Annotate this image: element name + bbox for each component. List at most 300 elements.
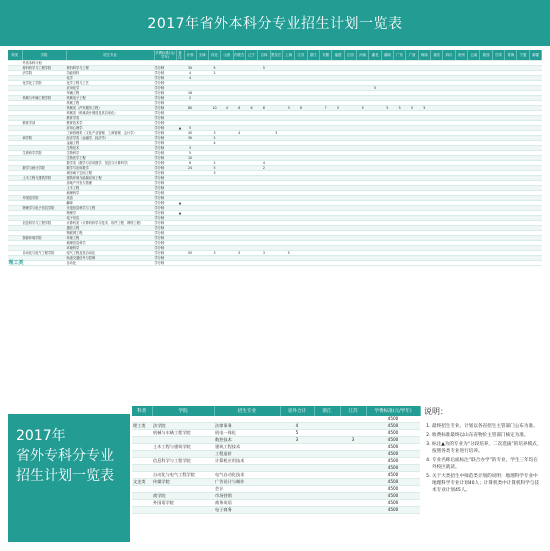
- quota-cell: [295, 261, 307, 266]
- table-cell: 通信工程: [66, 226, 154, 231]
- table-cell: 光电信息科学与工程: [66, 206, 154, 211]
- quota-cell: [505, 261, 517, 266]
- table-cell: 地理科学: [66, 191, 154, 196]
- table-cell: [340, 493, 366, 500]
- main-plan-table-container: [8, 50, 542, 401]
- quota-cell: [356, 261, 368, 266]
- quota-cell: 5: [208, 166, 220, 171]
- quota-cell: [517, 261, 529, 266]
- main-col-header: 贵州: [455, 50, 467, 61]
- table-cell: [280, 472, 314, 479]
- table-row: [132, 444, 420, 451]
- table-cell: 学分制: [154, 76, 176, 81]
- table-cell: 4500: [366, 451, 420, 458]
- main-col-header: 陕西: [480, 50, 492, 61]
- note-item: 4. 专业名称后面标注“联合办学”的专业，学生三年均在外校区就读。: [432, 457, 542, 471]
- table-cell: 学分制: [154, 171, 176, 176]
- table-cell: 4: [280, 423, 314, 430]
- table-cell: 教育技术学: [66, 121, 154, 126]
- table-row: [132, 437, 420, 444]
- quota-cell: 4: [208, 141, 220, 146]
- table-cell: 数学类（数学与应用数学、信息与计算科学）: [66, 161, 154, 166]
- quota-cell: 5: [258, 66, 270, 71]
- table-cell: [340, 430, 366, 437]
- table-cell: 电气自动化技术: [214, 472, 280, 479]
- table-cell: [132, 430, 152, 437]
- table-cell: 资源环境学院: [22, 236, 66, 241]
- category-label: 理工类: [8, 260, 24, 266]
- table-cell: 4500: [366, 493, 420, 500]
- vocational-col-header: 学费标准(元/学年): [366, 406, 420, 416]
- table-cell: [340, 486, 366, 493]
- table-cell: 建筑环境与能源应用工程: [66, 176, 154, 181]
- table-cell: 电子信息: [66, 216, 154, 221]
- table-cell: 学分制: [154, 146, 176, 151]
- table-cell: 机械电子工程: [66, 96, 154, 101]
- quota-cell: 10: [184, 156, 196, 161]
- quota-cell: 6: [184, 161, 196, 166]
- quota-cell: 3: [208, 131, 220, 136]
- table-cell: [314, 500, 340, 507]
- table-row: [132, 451, 420, 458]
- table-cell: 学分制: [154, 216, 176, 221]
- table-cell: 4500: [366, 458, 420, 465]
- table-cell: 化学工程与工艺: [66, 81, 154, 86]
- quota-cell: 5: [369, 86, 381, 91]
- table-cell: [132, 472, 152, 479]
- table-cell: 学分制: [154, 71, 176, 76]
- quota-cell: 5: [418, 106, 430, 111]
- main-col-header: 内蒙古: [233, 50, 245, 61]
- table-cell: 学分制: [154, 116, 176, 121]
- table-cell: [132, 451, 152, 458]
- main-col-header: 甘肃: [492, 50, 504, 61]
- main-col-header: 备注: [176, 50, 184, 61]
- table-cell: 数控技术: [214, 437, 280, 444]
- table-cell: 学分制: [154, 196, 176, 201]
- table-cell: 4500: [366, 500, 420, 507]
- table-cell: 生命科学学院: [22, 151, 66, 156]
- table-cell: 功能材料: [66, 71, 154, 76]
- table-cell: 生物技术: [66, 146, 154, 151]
- table-cell: [314, 486, 340, 493]
- table-cell: 信息科学与工程学院: [22, 221, 66, 226]
- quota-cell: [332, 261, 344, 266]
- table-cell: 学分制: [154, 181, 176, 186]
- table-cell: [314, 465, 340, 472]
- table-cell: 城市地下空间工程: [66, 171, 154, 176]
- quota-cell: 5: [332, 106, 344, 111]
- quota-cell: 5: [184, 126, 196, 131]
- table-cell: 翻译: [66, 201, 154, 206]
- table-cell: 4500: [366, 416, 420, 423]
- vocational-table-body: [132, 416, 420, 514]
- table-cell: 自动化: [66, 261, 154, 266]
- table-cell: 4500: [366, 465, 420, 472]
- table-cell: [152, 437, 214, 444]
- table-cell: [340, 479, 366, 486]
- table-cell: [280, 493, 314, 500]
- table-cell: [176, 261, 184, 266]
- quota-cell: 6: [245, 106, 257, 111]
- table-cell: [340, 465, 366, 472]
- table-cell: 轨道交通信号与控制: [66, 256, 154, 261]
- table-cell: [340, 444, 366, 451]
- main-col-header: 学费标准(元/学年): [155, 51, 175, 59]
- table-cell: 市场营销: [214, 493, 280, 500]
- table-cell: 电气工程及其自动化: [66, 251, 154, 256]
- table-cell: [340, 458, 366, 465]
- quota-cell: [381, 261, 393, 266]
- table-cell: [280, 507, 314, 514]
- table-cell: 机械与车辆工程学院: [152, 430, 214, 437]
- table-cell: 学分制: [154, 106, 176, 111]
- table-cell: 机械类（机械设计制造及其自动化）: [66, 111, 154, 116]
- table-row: [132, 472, 420, 479]
- main-col-header: 新疆: [529, 50, 541, 61]
- vocational-col-header: 招生专业: [214, 406, 280, 416]
- table-cell: ▲: [176, 211, 184, 216]
- table-cell: [132, 458, 152, 465]
- table-cell: 外国语学院: [22, 196, 66, 201]
- table-cell: 学分制: [154, 151, 176, 156]
- table-cell: 生物医学工程: [66, 156, 154, 161]
- quota-cell: 6: [258, 106, 270, 111]
- quota-cell: [196, 261, 208, 266]
- table-cell: [152, 451, 214, 458]
- main-col-header: 云南: [468, 50, 480, 61]
- table-cell: 学分制: [154, 236, 176, 241]
- quota-cell: [319, 261, 331, 266]
- main-col-header: 福建: [332, 50, 344, 61]
- table-cell: 土木工程: [66, 186, 154, 191]
- quota-cell: [270, 261, 282, 266]
- table-cell: 4500: [366, 507, 420, 514]
- table-cell: 商务英语: [214, 500, 280, 507]
- main-col-header: 学院: [22, 50, 66, 61]
- table-cell: [132, 486, 152, 493]
- table-cell: [340, 500, 366, 507]
- quota-cell: [492, 261, 504, 266]
- table-cell: 4500: [366, 430, 420, 437]
- table-cell: [280, 479, 314, 486]
- page-title: 2017年省外本科分专业招生计划一览表: [147, 16, 403, 32]
- table-cell: [314, 430, 340, 437]
- quota-cell: 7: [319, 106, 331, 111]
- quota-cell: [394, 261, 406, 266]
- vocational-header-row: [132, 406, 420, 416]
- table-cell: 学分制: [154, 186, 176, 191]
- table-cell: ▲: [176, 201, 184, 206]
- table-cell: 学分制: [154, 166, 176, 171]
- quota-cell: 30: [184, 66, 196, 71]
- table-cell: 学分制: [154, 156, 176, 161]
- quota-cell: 5: [282, 251, 294, 256]
- table-cell: 建筑工程技术: [214, 444, 280, 451]
- main-col-header: 黑龙江: [270, 50, 282, 61]
- quota-cell: 2: [258, 166, 270, 171]
- main-col-header: 计划: [184, 50, 196, 61]
- table-cell: [340, 451, 366, 458]
- table-row: [132, 465, 420, 472]
- table-row: [132, 486, 420, 493]
- table-cell: 物联网工程: [66, 231, 154, 236]
- table-cell: 学分制: [154, 226, 176, 231]
- main-col-header: 江西: [344, 50, 356, 61]
- table-cell: 学分制: [154, 161, 176, 166]
- table-cell: [280, 486, 314, 493]
- table-cell: 学分制: [154, 176, 176, 181]
- table-row: [132, 479, 420, 486]
- quota-cell: [245, 261, 257, 266]
- quota-cell: 5: [184, 151, 196, 156]
- quota-cell: 4: [233, 131, 245, 136]
- table-cell: [314, 493, 340, 500]
- table-cell: 4500: [366, 444, 420, 451]
- quota-cell: 10: [208, 106, 220, 111]
- table-cell: 英语: [66, 196, 154, 201]
- vocational-col-header: 学院: [152, 406, 214, 416]
- main-col-header: 吉林: [258, 50, 270, 61]
- table-cell: [132, 500, 152, 507]
- table-cell: 机械与车辆工程学院: [22, 96, 66, 101]
- quota-cell: [221, 261, 233, 266]
- table-cell: 3: [340, 437, 366, 444]
- table-cell: [314, 437, 340, 444]
- vocational-title-panel: [8, 414, 130, 542]
- table-cell: 经济学类（金融学、经济学）: [66, 136, 154, 141]
- table-cell: [214, 465, 280, 472]
- quota-cell: [208, 261, 220, 266]
- table-cell: 学分制: [154, 131, 176, 136]
- table-cell: 学分制: [154, 141, 176, 146]
- quota-cell: 2: [184, 96, 196, 101]
- table-cell: 学分制: [154, 111, 176, 116]
- table-cell: 土木工程与建筑学院: [22, 176, 66, 181]
- main-col-header: 山西: [221, 50, 233, 61]
- table-cell: 信息科学与工程学院: [152, 458, 214, 465]
- quota-cell: [233, 261, 245, 266]
- main-table-header-row: [8, 50, 542, 61]
- table-cell: 机械工程: [66, 101, 154, 106]
- table-cell: 学分制: [154, 91, 176, 96]
- vocational-table-container: [132, 406, 420, 550]
- table-cell: [132, 444, 152, 451]
- table-cell: 3: [280, 437, 314, 444]
- quota-cell: 16: [184, 91, 196, 96]
- table-cell: 商学院: [22, 136, 66, 141]
- notes-panel: [424, 406, 542, 550]
- quota-cell: 4: [258, 161, 270, 166]
- note-item: 1. 最终招生专业、计划以各省招生主管部门公布为准。: [432, 423, 542, 430]
- table-cell: [132, 437, 152, 444]
- table-cell: 学分制: [154, 251, 176, 256]
- main-col-header: 招生专业: [66, 50, 154, 61]
- table-cell: [132, 493, 152, 500]
- table-cell: 环境工程: [66, 236, 154, 241]
- quota-cell: 24: [184, 166, 196, 171]
- quota-cell: 6: [233, 106, 245, 111]
- quota-cell: 55: [184, 251, 196, 256]
- table-cell: 学分制: [154, 221, 176, 226]
- notes-title: 说明：: [424, 407, 448, 416]
- quota-cell: 2: [208, 71, 220, 76]
- table-cell: 学分制: [154, 241, 176, 246]
- table-cell: 学分制: [154, 201, 176, 206]
- vocational-col-header: 江苏: [340, 406, 366, 416]
- quota-cell: [468, 261, 480, 266]
- quota-cell: [418, 261, 430, 266]
- table-cell: 学分制: [154, 136, 176, 141]
- quota-cell: 3: [282, 106, 294, 111]
- quota-cell: [282, 261, 294, 266]
- table-cell: 文史类: [132, 479, 152, 486]
- main-plan-table: [8, 50, 542, 266]
- table-cell: 法学院: [22, 71, 66, 76]
- quota-cell: 2: [208, 136, 220, 141]
- quota-cell: 3: [270, 131, 282, 136]
- main-col-header: 湖南: [381, 50, 393, 61]
- table-cell: 自动化与电气工程学院: [22, 251, 66, 256]
- table-cell: 土木工程与建筑学院: [152, 444, 214, 451]
- quota-cell: 4: [221, 106, 233, 111]
- table-cell: 法律事务: [214, 423, 280, 430]
- table-cell: 学分制: [154, 96, 176, 101]
- table-cell: 学分制: [154, 191, 176, 196]
- table-cell: 会计: [214, 486, 280, 493]
- table-cell: [280, 500, 314, 507]
- main-col-header: 科类: [8, 50, 22, 61]
- title-banner: [0, 0, 550, 46]
- table-cell: [280, 465, 314, 472]
- table-cell: 材料科学与工程学院: [22, 66, 66, 71]
- quota-cell: 5: [356, 106, 368, 111]
- table-cell: 理工类: [132, 423, 152, 430]
- table-cell: 应用心理学: [66, 126, 154, 131]
- vocational-table: [132, 406, 421, 514]
- quota-cell: [344, 261, 356, 266]
- table-cell: [22, 261, 66, 266]
- note-item: 2. 收费标准最终以山东省物价主管部门核定为准。: [432, 432, 542, 439]
- table-cell: 材料科学与工程: [66, 66, 154, 71]
- main-col-header: 江苏: [295, 50, 307, 61]
- quota-cell: 5: [381, 106, 393, 111]
- quota-cell: 5: [233, 251, 245, 256]
- quota-cell: [184, 261, 196, 266]
- table-cell: 工商管理类（文化产业管理、工商管理、会计学）: [66, 131, 154, 136]
- vocational-section: [8, 404, 542, 550]
- main-col-header: 青海: [505, 50, 517, 61]
- note-item: 5. 关于大类招生中师范类计划的说明：地理科学专业中地理科学专业计划40人；计算机类中计算机科学与技术专业计划45人。: [432, 473, 542, 494]
- quota-cell: [406, 261, 418, 266]
- quota-cell: 4: [184, 76, 196, 81]
- table-cell: 学分制: [154, 261, 176, 266]
- table-cell: 学分制: [154, 211, 176, 216]
- quota-cell: [443, 261, 455, 266]
- main-col-header: 河南: [356, 50, 368, 61]
- quota-cell: 30: [184, 136, 196, 141]
- table-cell: [314, 451, 340, 458]
- table-cell: 教育学部: [22, 121, 66, 126]
- main-col-header: 重庆: [431, 50, 443, 61]
- table-cell: 4500: [366, 486, 420, 493]
- table-cell: 教育学类: [66, 116, 154, 121]
- table-row: [132, 500, 420, 507]
- table-row: [132, 507, 420, 514]
- table-cell: 机电一体化: [214, 430, 280, 437]
- main-col-header: 广西: [406, 50, 418, 61]
- table-cell: [314, 423, 340, 430]
- quota-cell: 5: [406, 106, 418, 111]
- main-col-header: 海南: [418, 50, 430, 61]
- table-row: [132, 430, 420, 437]
- main-col-header: 浙江: [307, 50, 319, 61]
- main-col-header: 宁夏: [517, 50, 529, 61]
- table-row: [132, 493, 420, 500]
- table-cell: [314, 444, 340, 451]
- table-cell: 4500: [366, 479, 420, 486]
- table-cell: 房地产开发与管理: [66, 181, 154, 186]
- table-cell: 学分制: [154, 81, 176, 86]
- table-cell: 数学与应用数学: [66, 166, 154, 171]
- vocational-title-line1: 2017年: [16, 428, 66, 444]
- quota-cell: 6: [295, 106, 307, 111]
- table-cell: 学分制: [154, 126, 176, 131]
- table-cell: 化学化工学院: [22, 81, 66, 86]
- quota-cell: 2: [208, 161, 220, 166]
- quota-cell: 3: [208, 171, 220, 176]
- table-cell: 工程造价: [214, 451, 280, 458]
- table-cell: [280, 444, 314, 451]
- notes-list: [424, 423, 542, 494]
- table-cell: 机械类（汽车服务工程）: [66, 106, 154, 111]
- quota-cell: 3: [258, 251, 270, 256]
- quota-cell: 4: [184, 71, 196, 76]
- table-cell: [132, 465, 152, 472]
- table-cell: [280, 458, 314, 465]
- table-cell: [152, 486, 214, 493]
- quota-cell: [529, 261, 541, 266]
- table-cell: 自动化与电气工程学院: [152, 472, 214, 479]
- table-cell: 4500: [366, 423, 420, 430]
- table-cell: 金融工程: [66, 141, 154, 146]
- main-col-header: 湖北: [369, 50, 381, 61]
- table-cell: 化学: [66, 76, 154, 81]
- table-cell: 广告设计与制作: [214, 479, 280, 486]
- table-cell: 法学院: [152, 423, 214, 430]
- quota-cell: 3: [208, 251, 220, 256]
- table-cell: 环境科学: [66, 246, 154, 251]
- table-cell: [280, 451, 314, 458]
- table-cell: 计算机应用技术: [214, 458, 280, 465]
- table-cell: 物理学与电子信息学院: [22, 206, 66, 211]
- note-item: 3. 标注▲为的专业为“分段培养，二次选拔”的培养模式，按照各类专业进行培养。: [432, 441, 542, 455]
- quota-cell: [307, 261, 319, 266]
- main-col-header: 广东: [394, 50, 406, 61]
- table-cell: [340, 423, 366, 430]
- table-cell: 生物科学: [66, 151, 154, 156]
- table-cell: 学分制: [154, 66, 176, 71]
- vocational-col-header: 浙江: [314, 406, 340, 416]
- table-cell: 地理信息科学: [66, 241, 154, 246]
- main-col-header: 河北: [208, 50, 220, 61]
- main-table-body: [8, 61, 542, 266]
- quota-cell: 3: [184, 146, 196, 151]
- table-row: [8, 261, 542, 266]
- quota-cell: 45: [184, 131, 196, 136]
- table-cell: 学分制: [154, 256, 176, 261]
- table-cell: 学分制: [154, 246, 176, 251]
